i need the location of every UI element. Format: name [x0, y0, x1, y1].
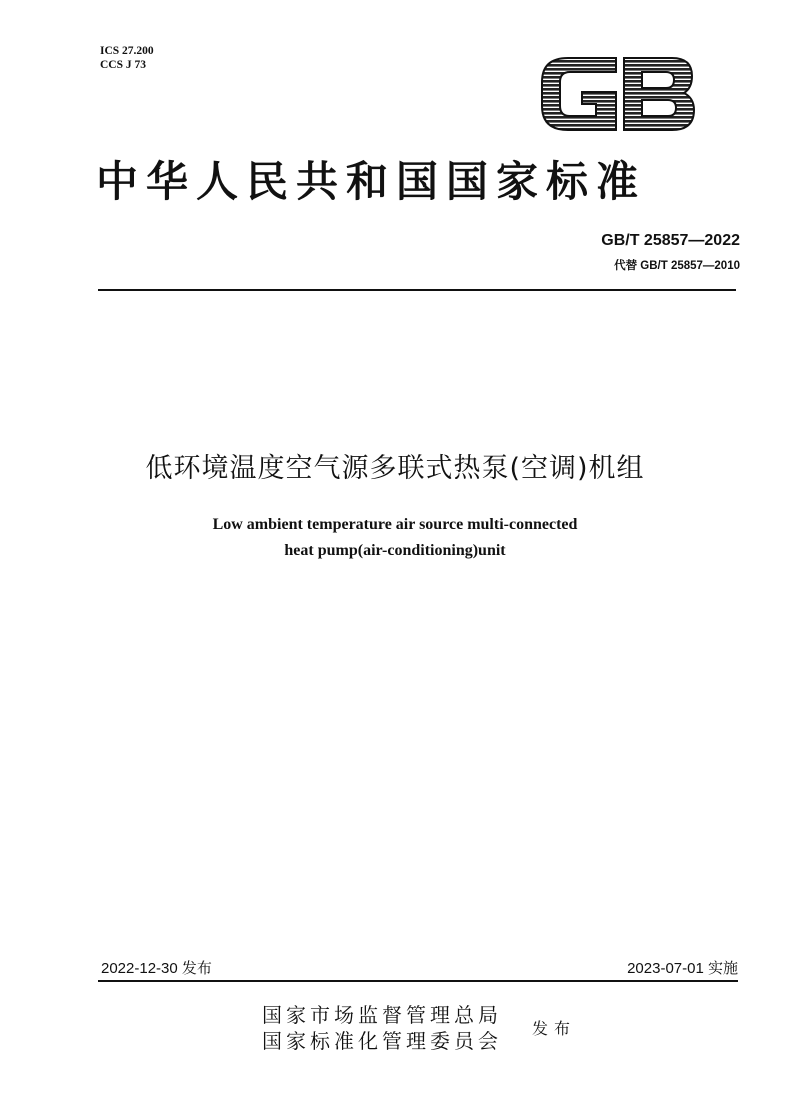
standard-number: GB/T 25857—2022	[601, 232, 740, 249]
classification-codes	[100, 44, 154, 72]
gb-logo	[538, 52, 698, 134]
issuer-sac: 国家标准化管理委员会	[262, 1029, 502, 1053]
issuer-samr: 国家市场监督管理总局	[262, 1003, 502, 1027]
bottom-divider	[98, 980, 738, 982]
publish-label: 发布	[532, 1019, 577, 1038]
ccs-code: CCS J 73	[100, 59, 147, 71]
english-title	[0, 512, 790, 564]
ics-code: ICS 27.200	[100, 45, 154, 57]
chinese-title: 低环境温度空气源多联式热泵(空调)机组	[145, 453, 645, 484]
top-divider	[98, 289, 736, 291]
issuing-authorities	[262, 1002, 502, 1054]
national-standard-title: 中华人民共和国国家标准	[96, 157, 647, 206]
replaces-standard: 代替 GB/T 25857—2010	[614, 260, 740, 272]
implementation-date: 2023-07-01 实施	[627, 960, 738, 977]
english-title-line2: heat pump(air-conditioning)unit	[284, 542, 506, 559]
english-title-line1: Low ambient temperature air source multi-connected	[212, 516, 578, 533]
issue-date: 2022-12-30 发布	[101, 960, 212, 977]
